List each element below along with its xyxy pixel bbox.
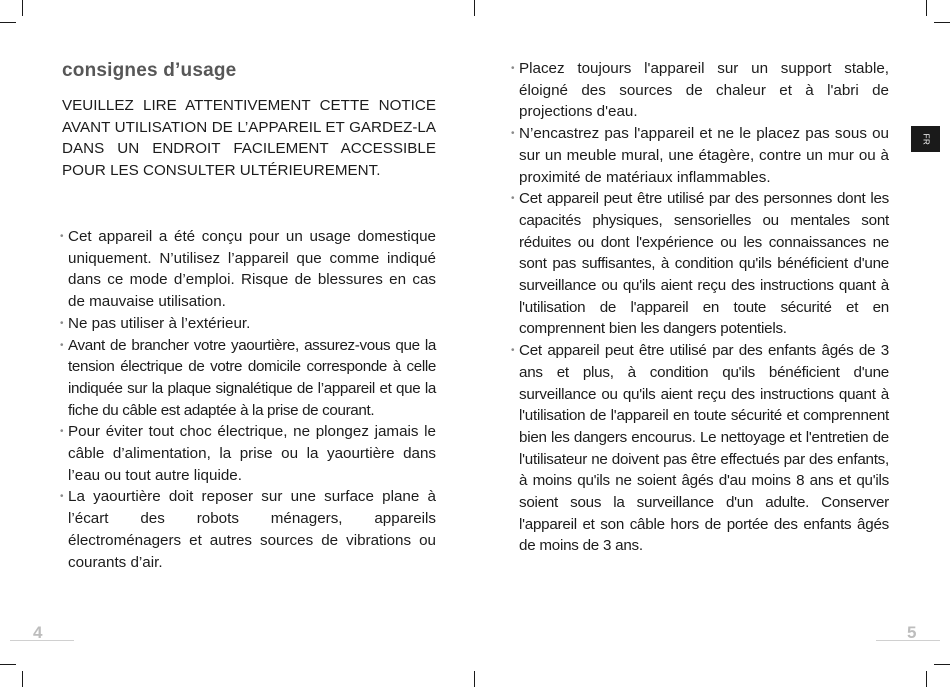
usage-instructions-list [511,58,889,557]
bullet-icon: • [511,63,515,74]
instruction-item: • Placez toujours l'appareil sur un support stable, éloigné des sources de chaleur et à l'abri de projections d'eau. [511,60,889,121]
language-tab [911,126,940,152]
intro-warning: VEUILLEZ LIRE ATTENTIVEMENT CETTE NOTICE AVANT UTILISATION DE L’APPAREIL ET GARDEZ-LA DANS UN ENDROIT FACILEMENT ACCESSIBLE POUR LES CONSULTER ULTÉRIEUREMENT. [62,97,436,179]
bullet-icon: • [511,193,515,205]
section-title: consignes d’usage [62,60,237,81]
page-number: 5 [907,623,917,642]
usage-instructions-list [60,226,436,573]
instruction-item: • Cet appareil a été conçu pour un usage domestique uniquement. N’utilisez l’appareil que comme indiqué dans ce mode d’emploi. Risque de blessures en cas de mauvaise utilisation. [60,228,436,311]
right-page [475,0,950,687]
bullet-icon: • [60,426,64,438]
instruction-item: • Pour éviter tout choc électrique, ne plongez jamais le câble d’alimentation, la prise ou la yaourtière dans l’eau ou tout autre liquide. [60,423,436,484]
instruction-item: • Avant de brancher votre yaourtière, assurez-vous que la tension électrique de votre domicile corresponde à celle indiquée sur la plaque signalétique de l’appareil et que la fiche du câble est adaptée à la prise de courant. [60,336,436,419]
bullet-icon: • [60,339,64,351]
instruction-item: • Ne pas utiliser à l’extérieur. [60,313,436,335]
bullet-icon: • [60,317,64,329]
bullet-icon: • [60,491,64,503]
bullet-icon: • [511,128,515,140]
bullet-icon: • [60,231,64,242]
instruction-item: • Cet appareil peut être utilisé par des personnes dont les capacités physiques, sensorielles ou mentales sont réduites ou dont l'expérience ou les connaissances ne sont pas suffisantes, à condition qu'ils bénéficient d'une surveillance ou qu'ils aient reçu des instructions quant à l'utilisation de l'appareil en toute sécurité et en comprennent bien les dangers potentiels. [511,190,889,338]
instruction-item: • La yaourtière doit reposer sur une surface plane à l’écart des robots ménagers, appareils électroménagers et autres sources de vibrations ou courants d’air. [60,488,436,571]
instruction-item: • N’encastrez pas l'appareil et ne le placez pas sous ou sur un meuble mural, une étagère, contre un mur ou à proximité de matériaux inflammables. [511,125,889,186]
language-tab-label: FR [920,133,930,145]
page-number: 4 [33,623,43,642]
instruction-item: • Cet appareil peut être utilisé par des enfants âgés de 3 ans et plus, à condition qu'ils bénéficient d'une surveillance ou qu'ils aient reçu des instructions quant à l'utilisation de l'appareil en toute sécurité et comprennent bien les dangers encourus. Le nettoyage et l'entretien de l'utilisateur ne doivent pas être effectués par des enfants, à moins qu'ils ne soient âgés d'au moins 8 ans et qu'ils soient sous la surveillance d'un adulte. Conserver l'appareil et son câble hors de portée des enfants âgés de moins de 3 ans. [511,342,889,555]
bullet-icon: • [511,345,515,357]
